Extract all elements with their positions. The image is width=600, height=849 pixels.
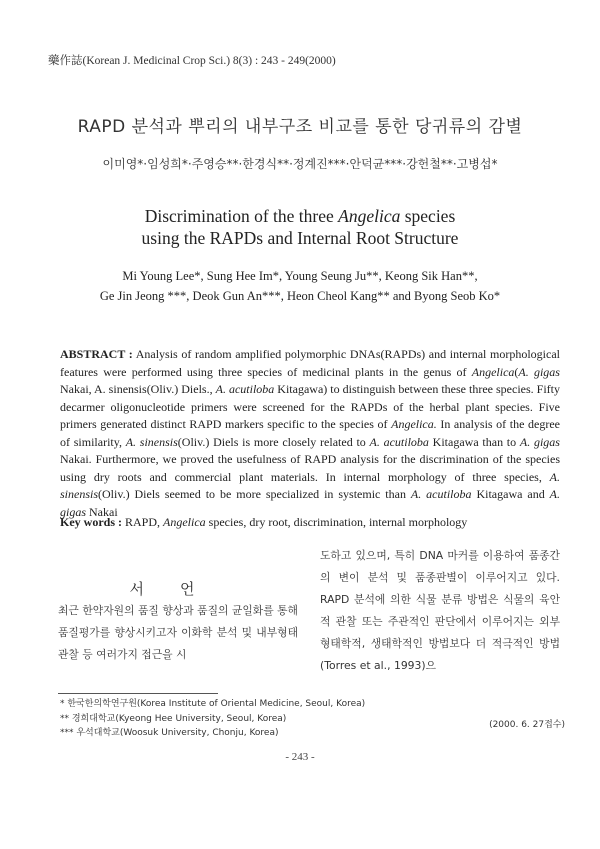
abstract-text: Kitagawa and	[471, 487, 550, 501]
section-title-introduction: 서언	[129, 580, 231, 598]
abstract	[60, 346, 560, 521]
page-number: - 243 -	[285, 751, 315, 763]
abstract-text: (Oliv.) Diels is more closely related to	[177, 434, 370, 449]
authors-english-line1: Mi Young Lee*, Sung Hee Im*, Young Seung Ju**, Keong Sik Han**,	[122, 269, 478, 283]
abstract-text: In analysis of the degree of similarity,	[60, 417, 560, 449]
abstract-italic: A. gigas	[519, 434, 560, 449]
abstract-italic: A. sinensis	[125, 434, 178, 449]
abstract-italic: Angelica.	[391, 417, 437, 431]
abstract-italic: Angelica	[471, 364, 515, 379]
abstract-italic: A. gigas	[518, 364, 560, 379]
title-english-line2: using the RAPDs and Internal Root Structure	[141, 228, 459, 248]
footnote-rule	[58, 693, 218, 694]
abstract-italic: A. acutiloba	[369, 434, 429, 449]
body-left-column: 최근 한약자원의 품질 향상과 품질의 균일화를 통해 품질평가를 향상시키고자 이화학 분석 및 내부형태관찰 등 여러가지 접근을 시	[58, 604, 298, 661]
abstract-text: Analysis of random amplified polymorphic DNAs(RAPDs) and internal morphological features were performed using three species of medicinal plants in the genus of	[60, 347, 560, 379]
abstract-label: ABSTRACT :	[60, 347, 133, 361]
received-date: (2000. 6. 27접수)	[489, 720, 565, 730]
abstract-text: Nakai, A. sinensis(Oliv.) Diels.,	[60, 382, 216, 396]
title-korean: RAPD 분석과 뿌리의 내부구조 비교를 통한 당귀류의 감별	[77, 117, 523, 137]
keywords	[60, 515, 560, 530]
title-english-part2: species	[400, 206, 456, 226]
title-english	[0, 205, 600, 249]
keywords-text: RAPD,	[122, 515, 164, 529]
authors-english	[0, 266, 600, 306]
abstract-italic: A. sinensis	[60, 469, 560, 501]
footnote-affiliation-1: * 한국한의학연구원(Korea Institute of Oriental Medicine, Seoul, Korea)	[60, 699, 366, 709]
keywords-text: species, dry root, discrimination, internal morphology	[205, 515, 468, 529]
abstract-text: Kitagawa) to distinguish between these three species. Fifty decarmer oligonucleotide primers were screened for the RAPDs of the herbal plant species. Five primers generated distinct RAPD markers specific to the species of	[60, 382, 561, 431]
abstract-text: Nakai. Furthermore, we proved the usefulness of RAPD analysis for the discrimination of the species using dry roots and commercial plant materials. In internal morphology of three species,	[60, 452, 560, 484]
authors-korean: 이미영*·임성희*·주영승**·한경식**·정계진***·안덕균***·강헌철**·고병섭*	[102, 157, 498, 171]
abstract-text: (Oliv.) Diels seemed to be more specialized in systemic than	[98, 487, 411, 501]
title-english-part1: Discrimination of the three	[144, 206, 339, 226]
abstract-text: (	[514, 364, 519, 379]
abstract-text: Nakai	[86, 504, 118, 519]
abstract-text: Kitagawa than to	[428, 434, 520, 449]
keywords-label: Key words :	[60, 515, 122, 529]
journal-header: 藥作誌(Korean J. Medicinal Crop Sci.) 8(3) : 243 - 249(2000)	[48, 55, 336, 67]
keywords-italic: Angelica	[163, 515, 206, 529]
authors-english-line2: Ge Jin Jeong ***, Deok Gun An***, Heon Cheol Kang** and Byong Seob Ko*	[99, 289, 501, 303]
abstract-italic: A. gigas	[60, 487, 560, 519]
footnotes	[60, 697, 365, 741]
title-english-genus: Angelica	[338, 206, 401, 226]
footnote-affiliation-3: *** 우석대학교(Woosuk University, Chonju, Korea)	[60, 728, 279, 738]
abstract-italic: A. acutiloba	[410, 487, 472, 501]
abstract-italic: A. acutiloba	[215, 382, 275, 396]
footnote-affiliation-2: ** 경희대학교(Kyeong Hee University, Seoul, Korea)	[60, 713, 287, 724]
body-right-column: 도하고 있으며, 특히 DNA 마커를 이용하여 품종간의 변이 분석 및 품종판별이 이루어지고 있다. RAPD 분석에 의한 식물 분류 방법은 식물의 육안적 관찰 또는 주관적인 판단에서 이루어지는 외부 형태학적, 생태학적인 방법보다 더 적극적인 방법(Torres et al., 1993)으	[320, 549, 560, 672]
